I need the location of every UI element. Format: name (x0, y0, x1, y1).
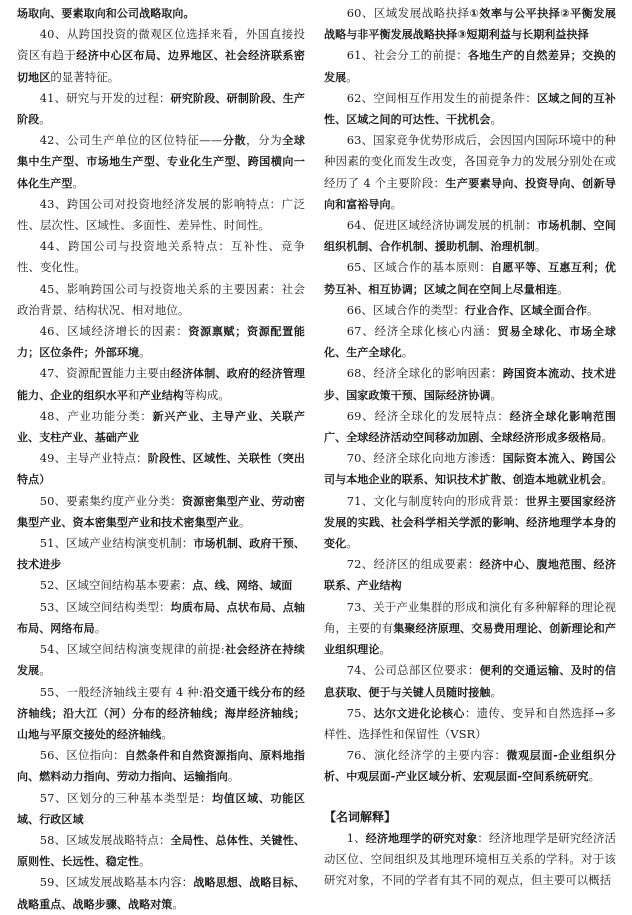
item-key-terms: 生产要素导向、投资导向、创新导向和富裕导向 (324, 176, 616, 211)
item-tail: 。 (490, 387, 502, 402)
item-number: 48、 (39, 408, 68, 423)
item-key-terms: 战略思想、战略目标、战略重点、战略步骤、战略对策 (17, 876, 306, 911)
item-number: 68、 (346, 366, 374, 381)
item-number: 66、 (346, 302, 373, 317)
item-key-terms: 经济中心区布局、边界地区、社会经济联系密切地区 (17, 49, 305, 84)
item-tail: 。 (587, 302, 599, 317)
item-text: 区域合作的基本原则： (373, 260, 492, 275)
item-key-terms: 资源密集型产业、劳动密集型产业、资本密集型产业和技术密集型产业 (17, 494, 305, 529)
item-key-terms: 分散 (222, 134, 247, 148)
item-key-terms: 点、线、网络、域面 (192, 579, 293, 593)
item-text: 区域发展战略基本内容： (66, 875, 194, 890)
right-item (324, 215, 616, 257)
left-item (17, 3, 305, 24)
item-number: 58、 (39, 832, 67, 847)
right-item (324, 300, 616, 321)
item-text: 一般经济轴线主要有 4 种: (66, 684, 203, 699)
left-item (17, 745, 305, 787)
left-item (17, 321, 305, 363)
right-item (324, 88, 616, 130)
item-number: 69、 (346, 408, 375, 423)
item-tail: ：经济地理学是研究经济活动区位、空间组织及其地理环境相互关系的学科。对于该研究对象，不同的学者有其不同的观点，但主要可以概括 (324, 830, 616, 887)
item-key-terms: 贸易全球化、市场全球化、生产全球化 (324, 325, 616, 360)
item-tail: 。 (346, 536, 358, 551)
item-number: 56、 (39, 748, 67, 763)
left-item (17, 88, 305, 130)
item-number: 60、 (346, 6, 374, 20)
item-key-terms: 便利的交通运输、及时的信息获取、便于与关键人员随时接触 (324, 664, 617, 699)
item-key-terms: 世界主要国家经济发展的实践、社会科学相关学派的影响、经济地理学本身的变化 (324, 494, 616, 551)
item-number: 55、 (39, 684, 67, 699)
item-text: 社会分工的前提： (373, 48, 468, 63)
item-tail: 。 (94, 620, 107, 635)
right-item (324, 406, 616, 448)
item-key-terms: 产业结构 (139, 388, 184, 402)
item-text: 研究与开发的过程： (66, 90, 171, 105)
left-item (17, 363, 305, 405)
item-text: 产业功能分类： (67, 408, 153, 423)
item-number: 57、 (39, 790, 68, 805)
item-text: 国家竞争优势形成后，会因国内国际环境中的种种因素的变化而发生改变，各国竞争力的发展分别处在或经历了 4 个主要阶段： (324, 133, 616, 190)
left-item (17, 279, 305, 321)
item-number: 72、 (346, 557, 374, 572)
item-key-terms: 自然条件和自然资源指向、原料地指向、燃料动力指向、劳动力指向、运输指向 (17, 749, 305, 784)
item-tail: 。 (490, 684, 502, 699)
item-tail: 。 (401, 345, 414, 360)
left-item (17, 194, 305, 236)
item-text: 公司生产单位的区位特征—— (67, 133, 223, 148)
right-item (324, 321, 616, 363)
item-text: 关于产业集群的形成和演化有多种解释的理论视角，主要的有 (324, 599, 616, 635)
item-number: 46、 (39, 324, 68, 339)
item-key-terms: 集聚经济原理、交易费用理论、创新理论和产业组织理论 (324, 621, 616, 657)
left-item (17, 491, 305, 533)
item-number: 51、 (39, 536, 67, 551)
item-text: 空间相互作用发生的前提条件： (373, 90, 538, 105)
item-tail: 。 (227, 769, 240, 784)
item-tail: 。 (161, 726, 173, 741)
item-number: 42、 (39, 133, 68, 148)
item-tail: 的显著特征。 (50, 69, 120, 84)
item-text: 跨国公司与投资地关系特点：互补性、竞争性、变化性。 (17, 239, 306, 275)
item-tail: 。 (588, 769, 601, 784)
item-key-terms: 场取向、要素取向和公司战略取向。 (17, 7, 195, 20)
right-item (324, 660, 616, 702)
right-item (324, 745, 616, 787)
item-text: 经济全球化向地方渗透： (373, 451, 503, 466)
item-number: 70、 (346, 451, 374, 466)
right-item (324, 3, 616, 45)
right-column (324, 0, 617, 887)
item-number: 61、 (346, 48, 374, 63)
glossary-heading: 【名词解释】 (324, 809, 397, 824)
item-number: 76、 (346, 748, 375, 763)
item-number: 40、 (39, 27, 67, 42)
item-tail: 。 (239, 514, 251, 529)
item-key-terms: 国际资本流入、跨国公司与本地企业的联系、知识技术扩散、创造本地就业机会 (324, 452, 616, 487)
item-number: 59、 (39, 875, 67, 890)
item-number: 54、 (39, 642, 67, 657)
item-key-terms: 市场机制、空间组织机制、合作机制、援助机制、治理机制 (324, 219, 617, 254)
item-text: 区域发展战略特点： (66, 832, 171, 847)
item-key-terms: 经济地理学的研究对象 (365, 831, 478, 845)
left-item (17, 130, 305, 194)
item-tail: 。 (490, 112, 502, 127)
item-number: 52、 (39, 578, 66, 593)
left-item (17, 639, 305, 681)
item-key-terms: 均值区域、功能区域、行政区域 (17, 791, 305, 826)
item-text: 区域经济增长的因素： (67, 324, 189, 339)
item-key-terms: 均质布局、点状布局、点轴布局、网络布局 (17, 600, 306, 635)
item-text: 公司总部区位要求： (373, 663, 480, 678)
item-key-terms: 各地生产的自然差异；交换的发展 (324, 49, 616, 84)
right-item (324, 703, 616, 745)
right-item (324, 554, 616, 596)
item-key-terms: 全球集中生产型、市场地生产型、专业化生产型、跨国横向一体化生产型 (17, 134, 306, 190)
item-key-terms: 沿交通干线分布的经济轴线；沿大江（河）分布的经济轴线；海岸经济轴线；山地与平原交接处的经济轴线 (17, 685, 306, 741)
item-text: 主导产业特点： (66, 451, 148, 466)
item-text: 资源配置能力主要由 (66, 366, 171, 381)
item-tail: 。 (139, 854, 151, 869)
left-item (17, 872, 305, 914)
right-item (324, 491, 616, 555)
left-item (17, 24, 305, 88)
item-number: 64、 (346, 218, 374, 233)
item-tail: 。 (39, 663, 51, 678)
right-item (324, 597, 616, 661)
item-key-terms: 达尔文进化论核心 (373, 706, 465, 720)
item-number: 67、 (346, 324, 375, 339)
item-text: 区划分的三种基本类型是： (67, 790, 213, 805)
item-text: 跨国公司对投资地经济发展的影响特点：广泛性、层次性、区域性、多面性、差异性、时间性。 (17, 196, 305, 233)
item-text: 从跨国投资的微观区位选择来看，外国直接投资区有趋于 (17, 27, 305, 63)
item-text: 文化与制度转向的形成背景： (373, 493, 526, 508)
left-item (17, 788, 305, 830)
left-item (17, 597, 305, 639)
item-key-terms: 市场机制、政府干预、技术进步 (17, 537, 306, 572)
item-number: 75、 (346, 705, 374, 720)
item-tail: 。 (172, 896, 184, 911)
item-text: 区位指向： (66, 748, 125, 763)
left-item (17, 533, 305, 575)
item-number: 62、 (346, 90, 374, 105)
right-item (324, 257, 616, 299)
item-number: 43、 (39, 196, 67, 211)
item-tail: 等构成。 (183, 387, 230, 402)
item-text: 区域空间结构基本要素： (65, 578, 193, 593)
item-number: 53、 (39, 599, 67, 614)
item-text: 促进区域经济协调发展的机制： (373, 218, 538, 233)
right-item (324, 130, 616, 215)
item-tail: 。 (601, 472, 613, 487)
left-item (17, 448, 305, 490)
item-key-terms: 社会经济在持续发展 (17, 643, 306, 678)
item-text: 区域发展战略抉择 (373, 6, 470, 20)
item-number: 1、 (346, 830, 366, 845)
item-key-terms: 自愿平等、互惠互利；优势互补、相互协调；区域之间在空间上尽量相连 (324, 261, 616, 296)
item-number: 44、 (39, 239, 69, 254)
item-number: 65、 (346, 260, 374, 275)
item-tail: 。 (346, 69, 358, 84)
item-tail: 。 (534, 239, 547, 254)
item-key-terms: 资源禀赋；资源配置能力；区位条件；外部环境 (17, 325, 306, 360)
left-item (17, 236, 305, 278)
left-column (17, 0, 306, 911)
right-item (324, 448, 616, 490)
item-tail: ：遗传、变异和自然选择→多样性、选择性和保留性（VSR） (324, 705, 616, 741)
item-key-terms: 微观层面-企业组织分析、中观层面-产业区域分析、宏观层面-空间系统研究 (324, 749, 616, 784)
item-key-terms: 新兴产业、主导产业、关联产业、支柱产业、基础产业 (17, 409, 305, 445)
item-text: 区域合作的类型： (372, 302, 465, 317)
item-number: 74、 (346, 663, 374, 678)
item-text: 要素集约度产业分类： (66, 493, 182, 508)
item-tail: 。 (379, 642, 391, 657)
right-item (324, 363, 616, 405)
item-tail: ，分为 (246, 133, 283, 148)
item-number: 45、 (39, 281, 67, 296)
item-tail: 。 (557, 281, 569, 296)
item-key-terms: 阶段性、区域性、关联性（突出特点） (17, 452, 306, 487)
item-key-terms: 区域之间的互补性、区域之间的可达性、干扰机会 (324, 91, 617, 127)
left-item (17, 830, 305, 872)
item-tail: 。 (72, 175, 84, 190)
item-text: 区域空间结构演变规律的前提: (66, 642, 225, 657)
left-item (17, 682, 305, 746)
item-key-terms: 全局性、总体性、关键性、原则性、长远性、稳定性 (17, 833, 306, 869)
item-tail: 和 (128, 387, 140, 402)
item-key-terms: ①效率与公平抉择②平衡发展战略与非平衡发展战略抉择③短期利益与长期利益抉择 (324, 7, 616, 42)
item-key-terms: 行业合作、区域全面合作 (464, 303, 588, 317)
item-number: 50、 (39, 493, 67, 508)
left-item (17, 406, 305, 448)
item-number: 41、 (39, 90, 67, 105)
item-text: 影响跨国公司与投资地关系的主要因素：社会政治背景、结构状况、相对地位。 (17, 281, 305, 317)
item-tail: 。 (601, 430, 613, 445)
item-text: 经济全球化的影响因素： (373, 366, 503, 381)
item-number: 73、 (346, 599, 374, 614)
item-number: 47、 (39, 366, 67, 381)
item-text: 演化经济学的主要内容： (374, 748, 507, 763)
item-number: 49、 (39, 451, 67, 466)
item-key-terms: 经济中心、腹地范围、经济联系、产业结构 (324, 558, 617, 593)
item-text: 区域产业结构演变机制： (66, 536, 194, 551)
item-tail: 。 (39, 112, 51, 127)
item-key-terms: 研究阶段、研制阶段、生产阶段 (17, 91, 306, 127)
item-key-terms: 经济全球化影响范围广、全球经济活动空间移动加剧、全球经济形成多级格局 (324, 409, 616, 445)
item-text: 经济全球化的发展特点： (374, 408, 510, 423)
item-text: 区域空间结构类型： (66, 599, 171, 614)
item-number: 63、 (346, 133, 374, 148)
left-item (17, 575, 305, 596)
item-key-terms: 跨国资本流动、技术进步、国家政策干预、国际经济协调 (324, 367, 616, 402)
item-number: 71、 (346, 493, 374, 508)
item-key-terms: 经济体制、政府的经济管理能力、企业的组织水平 (17, 367, 306, 402)
item-text: 经济区的组成要素： (373, 557, 480, 572)
item-tail: 。 (390, 196, 403, 211)
right-item (324, 45, 616, 87)
item-text: 经济全球化核心内涵： (374, 324, 498, 339)
glossary-item (324, 828, 616, 892)
item-tail: 。 (139, 345, 151, 360)
